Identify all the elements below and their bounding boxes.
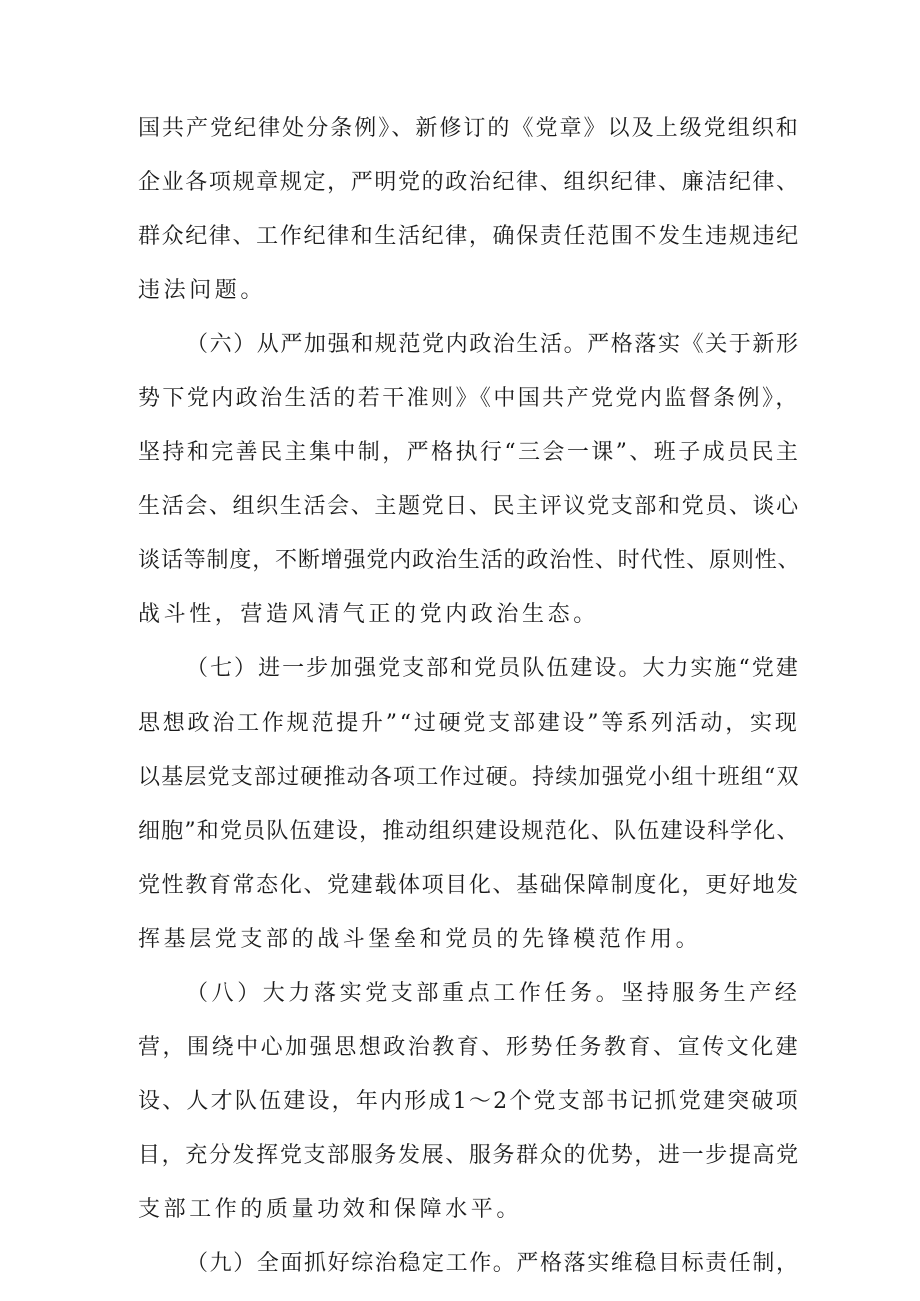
text-line: 战斗性，营造风清气正的党内政治生态。 [138,602,599,627]
text-line: 群众纪律、工作纪律和生活纪律，确保责任范围不发生违规违纪 [138,224,800,249]
text-line: 目，充分发挥党支部服务发展、服务群众的优势，进一步提高党 [138,1143,800,1168]
text-line: 国共产党纪律处分条例》、新修订的《党章》以及上级党组织和 [138,116,800,141]
text-line: 势下党内政治生活的若干准则》《中国共产党党内监督条例》， [138,386,800,411]
text-line: 谈话等制度，不断增强党内政治生活的政治性、时代性、原则性、 [138,548,801,573]
text-line: 支部工作的质量功效和保障水平。 [138,1197,523,1222]
text-line: 营，围绕中心加强思想政治教育、形势任务教育、宣传文化建 [138,1035,801,1060]
text-line: 挥基层党支部的战斗堡垒和党员的先锋模范作用。 [138,927,702,952]
text-line: 企业各项规章规定，严明党的政治纪律、组织纪律、廉洁纪律、 [138,170,800,195]
text-line: 违法问题。 [138,278,267,303]
paragraph-seven-heading-line: （七）进一步加强党支部和党员队伍建设。大力实施“党建 [186,656,800,681]
paragraph-nine-heading-line: （九）全面抓好综治稳定工作。严格落实维稳目标责任制， [186,1251,800,1276]
text-line: 思想政治工作规范提升”“过硬党支部建设”等系列活动，实现 [138,711,800,736]
paragraph-eight-heading-line: （八）大力落实党支部重点工作任务。坚持服务生产经 [186,981,801,1006]
text-line: 党性教育常态化、党建载体项目化、基础保障制度化，更好地发 [138,873,800,898]
text-line: 细胞”和党员队伍建设，推动组织建设规范化、队伍建设科学化、 [138,819,800,844]
text-line: 生活会、组织生活会、主题党日、民主评议党支部和党员、谈心 [138,494,800,519]
text-line: 坚持和完善民主集中制，严格执行“三会一课”、班子成员民主 [138,440,801,465]
text-line: 以基层党支部过硬推动各项工作过硬。持续加强党小组十班组“双 [138,765,800,790]
text-line: 设、人才队伍建设，年内形成1〜2个党支部书记抓党建突破项 [138,1089,800,1114]
paragraph-six-heading-line: （六）从严加强和规范党内政治生活。严格落实《关于新形 [186,332,800,357]
